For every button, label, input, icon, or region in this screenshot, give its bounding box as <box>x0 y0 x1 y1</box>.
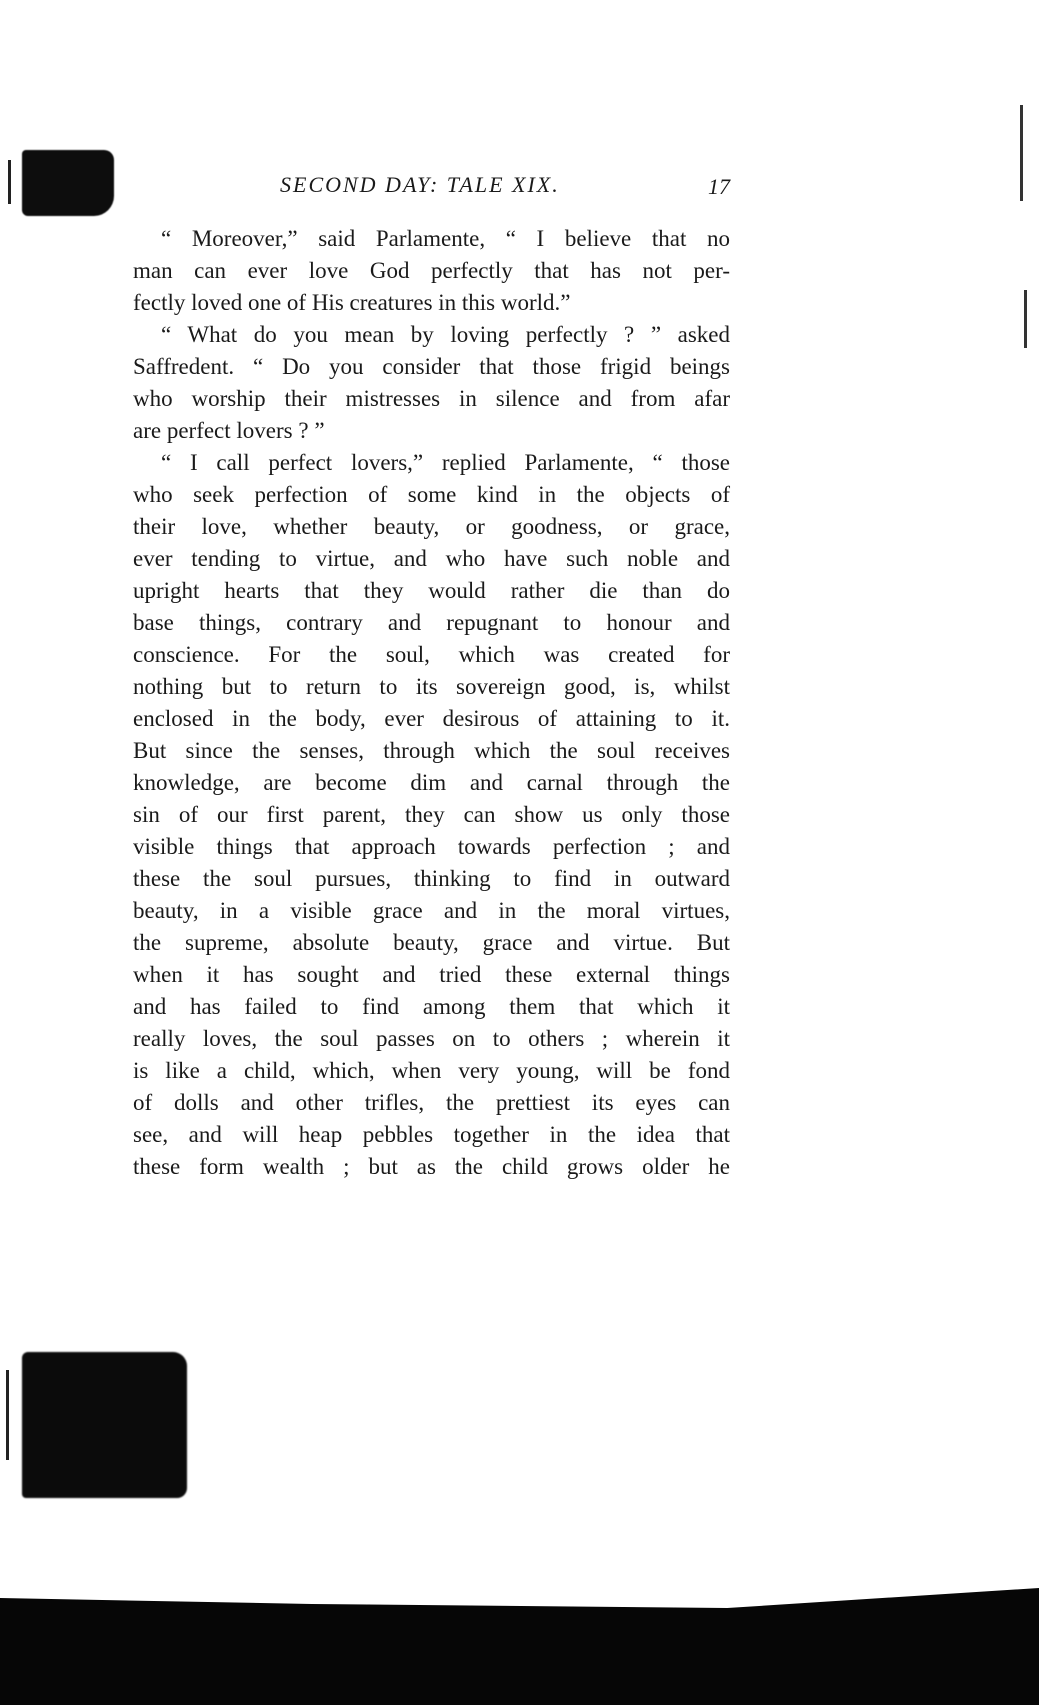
text-line: “ Moreover,” said Parlamente, “ I believe that no <box>161 226 730 251</box>
text-line: man can ever love God perfectly that has not per- <box>133 258 730 283</box>
page-number: 17 <box>708 174 730 199</box>
text-line: beauty, in a visible grace and in the moral virtues, <box>133 898 730 923</box>
text-line: upright hearts that they would rather die than do <box>133 578 730 603</box>
text-line: who seek perfection of some kind in the objects of <box>133 482 730 507</box>
text-line: ever tending to virtue, and who have such noble and <box>133 546 730 571</box>
text-line: who worship their mistresses in silence and from afar <box>133 386 730 411</box>
text-line: their love, whether beauty, or goodness, or grace, <box>133 514 730 539</box>
text-line: see, and will heap pebbles together in the idea that <box>133 1122 730 1147</box>
text-line: base things, contrary and repugnant to honour and <box>133 610 730 635</box>
scan-edge-mark <box>6 1370 9 1460</box>
text-line: “ I call perfect lovers,” replied Parlamente, “ those <box>161 450 730 475</box>
scan-edge-mark <box>1024 290 1027 348</box>
text-line: knowledge, are become dim and carnal through the <box>133 770 730 795</box>
text-line: the supreme, absolute beauty, grace and virtue. But <box>133 930 730 955</box>
text-line: visible things that approach towards perfection ; and <box>133 834 730 859</box>
text-line: nothing but to return to its sovereign good, is, whilst <box>133 674 730 699</box>
text-line: conscience. For the soul, which was created for <box>133 642 730 667</box>
text-line: of dolls and other trifles, the prettiest its eyes can <box>133 1090 730 1115</box>
text-line: these the soul pursues, thinking to find in outward <box>133 866 730 891</box>
text-line: when it has sought and tried these external things <box>133 962 730 987</box>
body-text <box>133 223 730 1183</box>
text-line: really loves, the soul passes on to others ; wherein it <box>133 1026 730 1051</box>
text-line: and has failed to find among them that which it <box>133 994 730 1019</box>
text-line: is like a child, which, when very young, will be fond <box>133 1058 730 1083</box>
running-head <box>130 172 730 202</box>
scan-shadow-bottom <box>22 1352 187 1498</box>
text-line: fectly loved one of His creatures in this world.” <box>133 290 571 315</box>
text-line: enclosed in the body, ever desirous of attaining to it. <box>133 706 730 731</box>
text-line: sin of our first parent, they can show us only those <box>133 802 730 827</box>
running-title: SECOND DAY: TALE XIX. <box>280 172 560 197</box>
scan-bottom-edge <box>0 1588 1039 1705</box>
scan-edge-mark <box>1020 105 1023 201</box>
text-line: “ What do you mean by loving perfectly ? ” asked <box>161 322 730 347</box>
scan-edge-mark <box>8 160 11 204</box>
text-line: are perfect lovers ? ” <box>133 418 325 443</box>
text-line: But since the senses, through which the soul receives <box>133 738 730 763</box>
text-line: Saffredent. “ Do you consider that those frigid beings <box>133 354 730 379</box>
text-line: these form wealth ; but as the child grows older he <box>133 1154 730 1179</box>
scan-shadow-top <box>22 150 114 216</box>
